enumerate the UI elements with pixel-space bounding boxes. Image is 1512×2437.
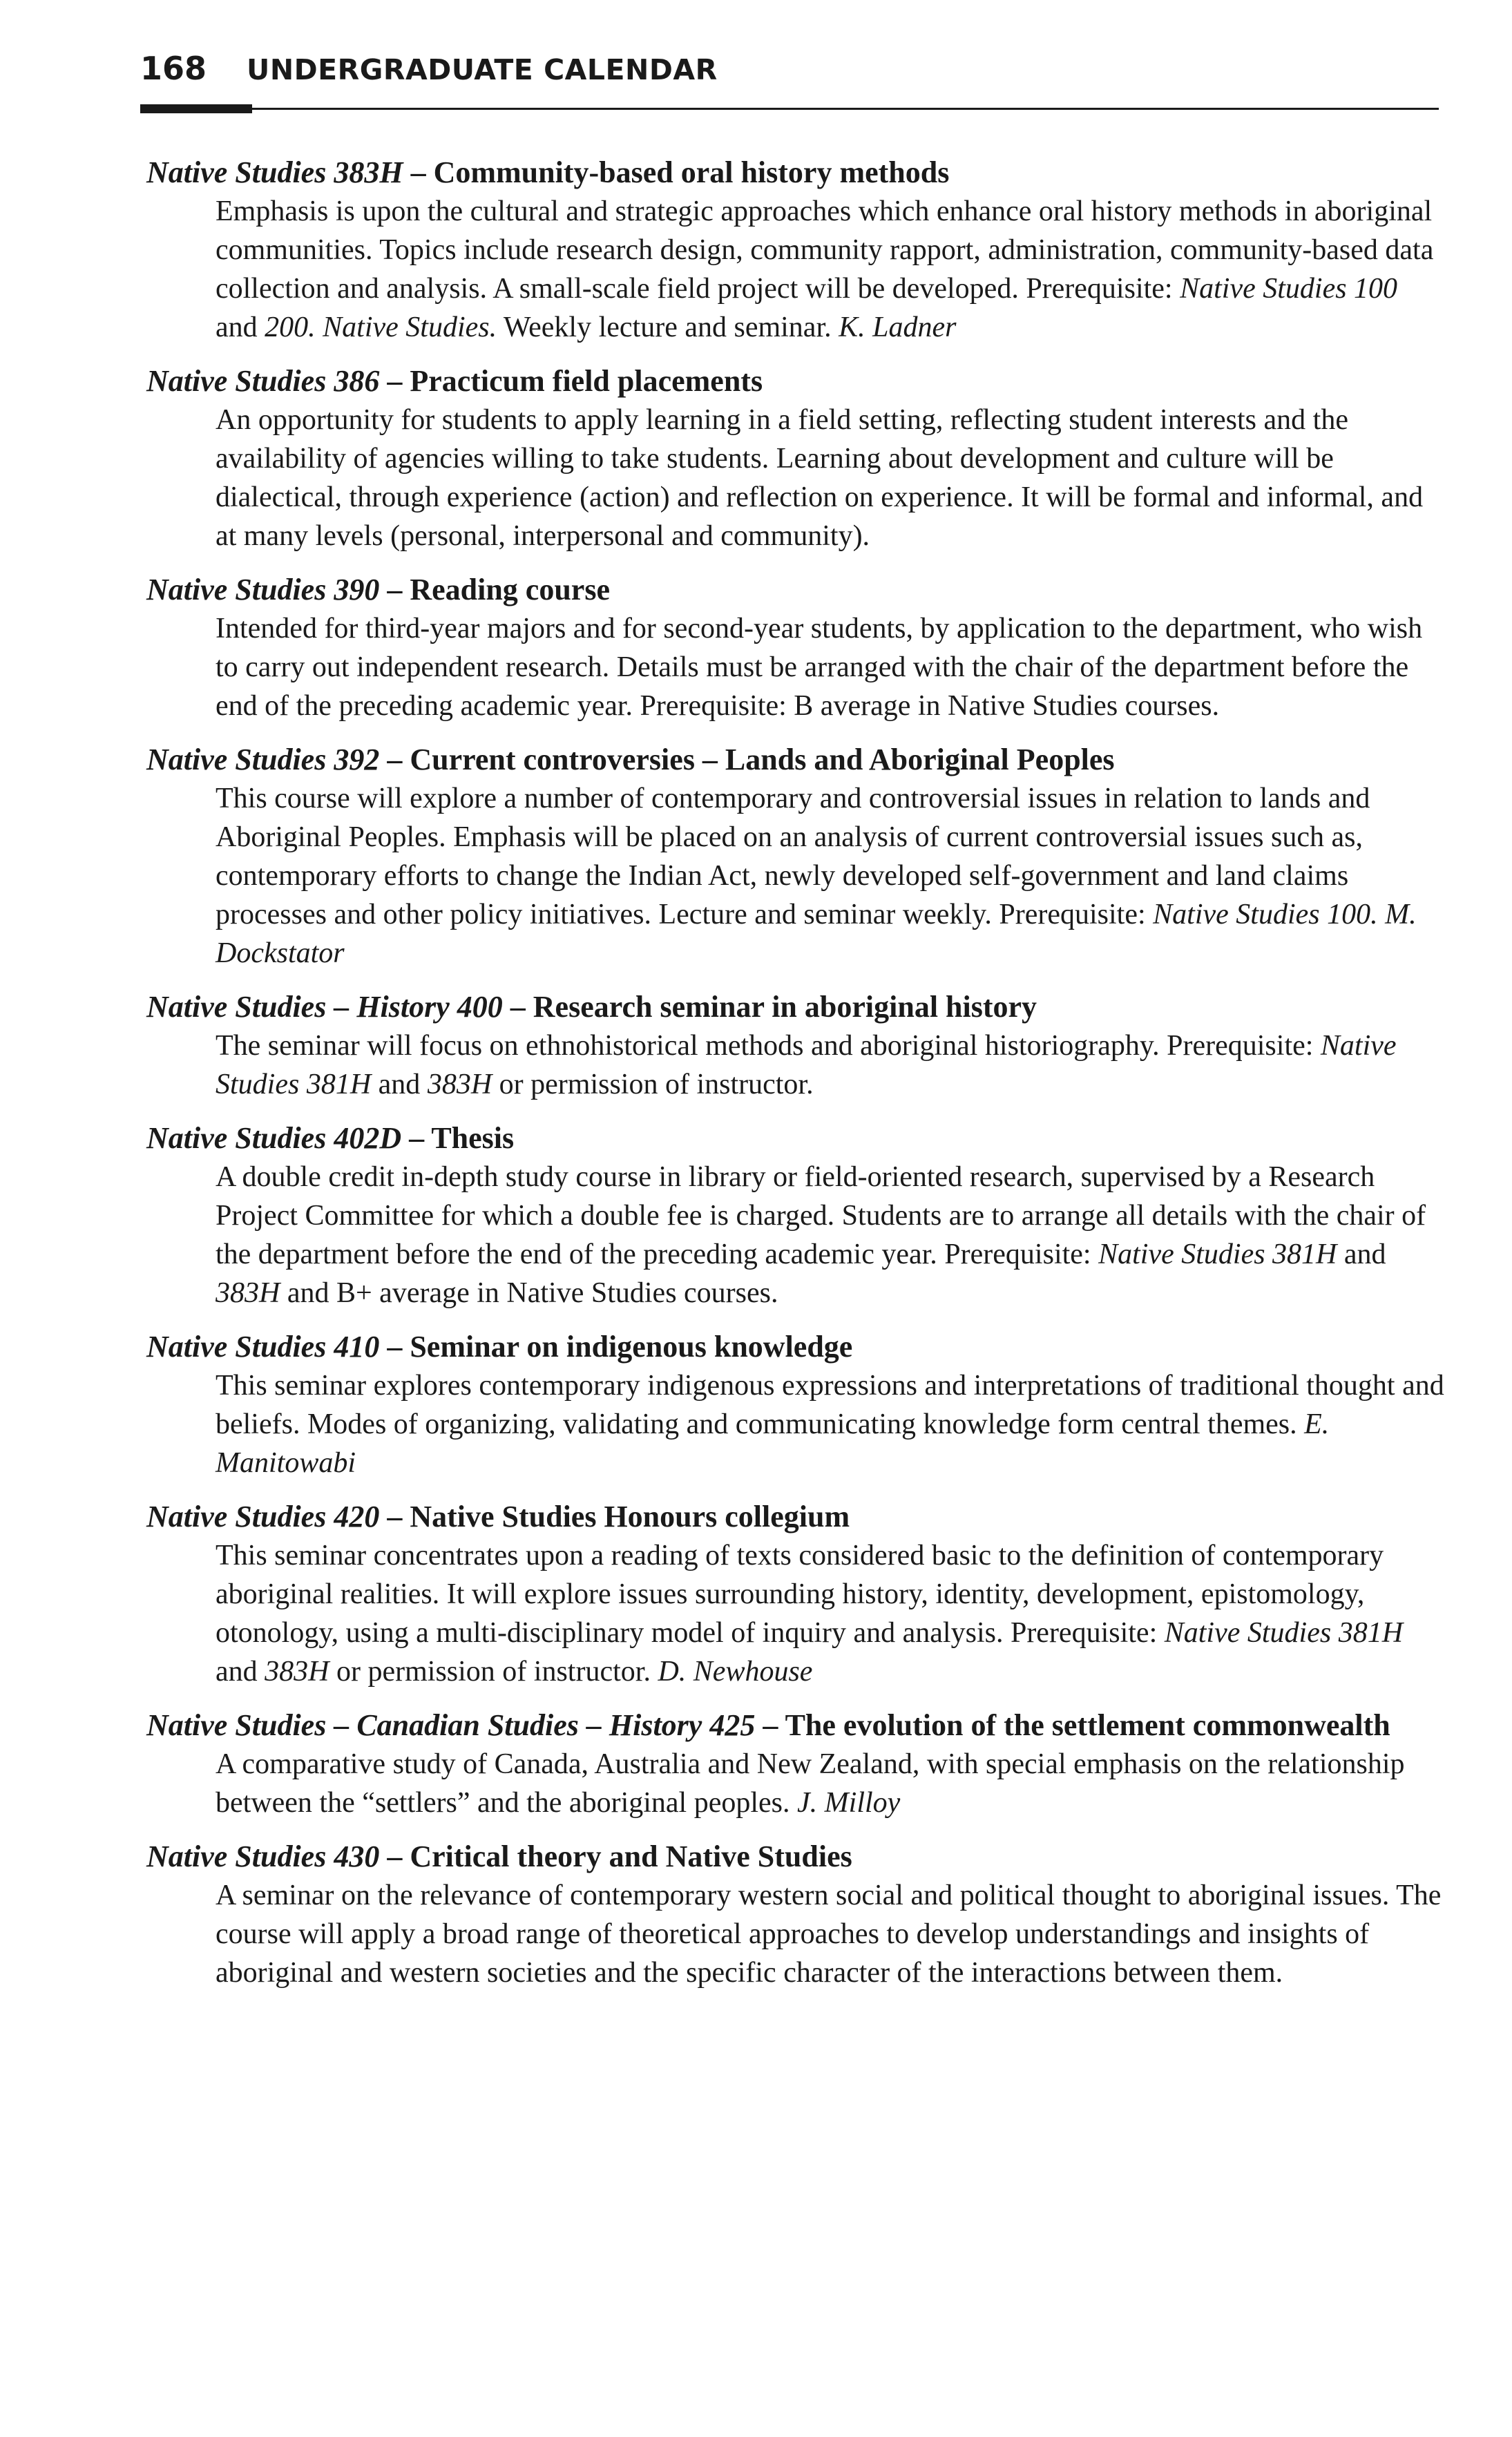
course-description <box>216 401 1445 555</box>
course-name: Current controversies – Lands and Aboriginal Peoples <box>410 743 1115 776</box>
title-separator: – <box>379 1500 410 1533</box>
course-title <box>146 988 1445 1026</box>
course-entry <box>146 362 1445 555</box>
title-separator: – <box>755 1708 785 1742</box>
course-name: The evolution of the settlement commonwealth <box>785 1708 1390 1742</box>
course-code: Native Studies 390 <box>146 573 380 606</box>
description-text: A seminar on the relevance of contemporary western social and political thought to aboriginal issues. The course will apply a broad range of theoretical approaches to develop understandings and insights of aboriginal and western societies and the specific character of the interactions between them. <box>216 1880 1442 1989</box>
description-text: An opportunity for students to apply learning in a field setting, reflecting student interests and the availability of agencies willing to take students. Learning about development and culture will be dialectical, through experience (action) and reflection on experience. It will be formal and informal, and at many levels (personal, interpersonal and community). <box>216 404 1424 552</box>
course-description <box>216 1876 1445 1992</box>
course-title <box>146 153 1445 192</box>
course-description <box>216 779 1445 973</box>
course-code: Native Studies – Canadian Studies – History 425 <box>146 1708 756 1742</box>
description-text: This course will explore a number of contemporary and controversial issues in relation to lands and Aboriginal Peoples. Emphasis will be placed on an analysis of current controversial issues such as, contemporary efforts to change the Indian Act, newly developed self-government and land claims processes and other policy initiatives. Lecture and seminar weekly. Prerequisite: <box>216 783 1370 930</box>
course-description <box>216 192 1445 347</box>
course-name: Reading course <box>410 573 610 606</box>
description-text: A double credit in-depth study course in library or field-oriented research, supervised by a Research Project Committee for which a double fee is charged. Students are to arrange all details with the chair of the department before the end of the preceding academic year. Prerequisite: <box>216 1161 1426 1270</box>
course-entry <box>146 1498 1445 1691</box>
course-title <box>146 1119 1445 1158</box>
course-entry <box>146 740 1445 973</box>
description-italic: 383H <box>427 1069 492 1100</box>
title-separator: – <box>379 573 410 606</box>
course-name: Critical theory and Native Studies <box>410 1839 852 1873</box>
course-entry <box>146 1837 1445 1992</box>
title-separator: – <box>379 743 410 776</box>
page-header <box>140 50 718 87</box>
description-text: and <box>371 1069 428 1100</box>
course-entry <box>146 571 1445 725</box>
description-text: Weekly lecture and seminar. <box>497 312 839 343</box>
description-text: and <box>216 1656 265 1688</box>
description-text: This seminar explores contemporary indigenous expressions and interpretations of traditional thought and beliefs. Modes of organizing, validating and communicating knowledge form central themes. <box>216 1370 1444 1440</box>
course-description <box>216 1745 1445 1822</box>
course-entry <box>146 1706 1445 1822</box>
course-entry <box>146 1119 1445 1312</box>
course-description <box>216 1366 1445 1482</box>
instructor-name: K. Ladner <box>839 312 957 343</box>
course-title <box>146 1837 1445 1876</box>
instructor-name: E. Manitowabi <box>216 1408 1330 1479</box>
course-code: Native Studies 402D <box>146 1121 402 1155</box>
description-italic: Native Studies 100 <box>1180 273 1398 305</box>
title-separator: – <box>502 990 533 1024</box>
course-title <box>146 740 1445 779</box>
course-code: Native Studies 410 <box>146 1330 380 1364</box>
description-text: or permission of instructor. <box>329 1656 658 1688</box>
description-italic: 200. Native Studies. <box>265 312 497 343</box>
description-text: Emphasis is upon the cultural and strategic approaches which enhance oral history methods in aboriginal communities. Topics include research design, community rapport, administration, community-based data collection and analysis. A small-scale field project will be developed. Prerequisite: <box>216 195 1434 305</box>
course-entry <box>146 988 1445 1104</box>
course-name: Native Studies Honours collegium <box>410 1500 850 1533</box>
course-code: Native Studies 430 <box>146 1839 380 1873</box>
course-list <box>146 153 1445 2007</box>
course-title <box>146 1328 1445 1366</box>
course-description <box>216 1026 1445 1104</box>
title-separator: – <box>379 364 410 398</box>
description-text: Intended for third-year majors and for second-year students, by application to the department, who wish to carry out independent research. Details must be arranged with the chair of the department before the end of the preceding academic year. Prerequisite: B average in Native Studies courses. <box>216 613 1423 722</box>
course-title <box>146 571 1445 609</box>
description-italic: Native Studies 100. M. Dockstator <box>216 899 1417 969</box>
description-italic: 383H <box>265 1656 329 1688</box>
description-text: or permission of instructor. <box>492 1069 814 1100</box>
course-code: Native Studies 420 <box>146 1500 380 1533</box>
course-description <box>216 1158 1445 1312</box>
description-text: and B+ average in Native Studies courses. <box>280 1277 778 1309</box>
course-title <box>146 362 1445 401</box>
course-name: Thesis <box>431 1121 515 1155</box>
course-entry <box>146 153 1445 347</box>
course-entry <box>146 1328 1445 1482</box>
description-text: This seminar concentrates upon a reading of texts considered basic to the definition of contemporary aboriginal realities. It will explore issues surrounding history, identity, development, epistomology, otonology, using a multi-disciplinary model of inquiry and analysis. Prerequisite: <box>216 1540 1384 1649</box>
description-text: A comparative study of Canada, Australia and New Zealand, with special emphasis on the relationship between the “settlers” and the aboriginal peoples. <box>216 1748 1405 1819</box>
title-separator: – <box>401 1121 432 1155</box>
title-separator: – <box>403 155 434 189</box>
course-name: Practicum field placements <box>410 364 763 398</box>
course-name: Seminar on indigenous knowledge <box>410 1330 853 1364</box>
description-italic: Native Studies 381H <box>1098 1239 1337 1270</box>
course-code: Native Studies 386 <box>146 364 380 398</box>
title-separator: – <box>379 1330 410 1364</box>
running-title: UNDERGRADUATE CALENDAR <box>247 53 718 86</box>
course-description <box>216 609 1445 725</box>
instructor-name: J. Milloy <box>797 1787 901 1819</box>
description-italic: Native Studies 381H <box>216 1030 1397 1100</box>
title-separator: – <box>379 1839 410 1873</box>
course-description <box>216 1536 1445 1691</box>
page-number: 168 <box>140 50 207 87</box>
course-title <box>146 1498 1445 1536</box>
course-code: Native Studies 392 <box>146 743 380 776</box>
description-text: The seminar will focus on ethnohistorical methods and aboriginal historiography. Prerequisite: <box>216 1030 1321 1062</box>
instructor-name: D. Newhouse <box>658 1656 813 1688</box>
course-name: Community-based oral history methods <box>433 155 950 189</box>
description-text: and <box>1337 1239 1386 1270</box>
description-italic: Native Studies 381H <box>1164 1617 1404 1649</box>
course-code: Native Studies 383H <box>146 155 403 189</box>
description-text: and <box>216 312 265 343</box>
description-italic: 383H <box>216 1277 280 1309</box>
header-rule <box>140 108 1439 110</box>
course-title <box>146 1706 1445 1745</box>
course-name: Research seminar in aboriginal history <box>533 990 1037 1024</box>
course-code: Native Studies – History 400 <box>146 990 503 1024</box>
